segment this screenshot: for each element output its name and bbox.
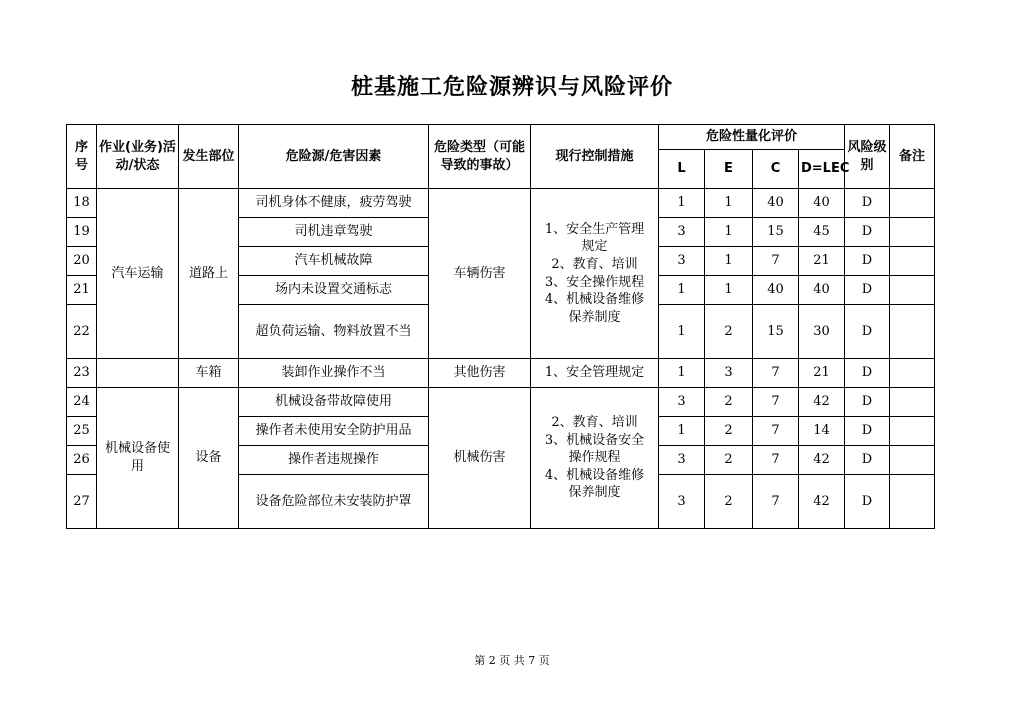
activity-cell: 汽车运输 xyxy=(97,189,179,359)
l-cell: 3 xyxy=(659,247,705,276)
header-c: C xyxy=(753,150,799,189)
remark-cell xyxy=(890,446,935,475)
header-location: 发生部位 xyxy=(179,125,239,189)
d-cell: 40 xyxy=(799,189,845,218)
level-cell: D xyxy=(845,417,890,446)
e-cell: 2 xyxy=(705,305,753,359)
activity-cell-empty xyxy=(97,359,179,388)
level-cell: D xyxy=(845,388,890,417)
remark-cell xyxy=(890,189,935,218)
level-cell: D xyxy=(845,359,890,388)
d-cell: 30 xyxy=(799,305,845,359)
c-cell: 40 xyxy=(753,189,799,218)
measure-line: 1、安全生产管理 xyxy=(544,221,645,237)
row-no: 25 xyxy=(67,417,97,446)
location-cell: 设备 xyxy=(179,388,239,529)
e-cell: 3 xyxy=(705,359,753,388)
risk-type-cell: 机械伤害 xyxy=(429,388,531,529)
location-cell: 道路上 xyxy=(179,189,239,359)
risk-table xyxy=(66,124,935,529)
hazard-cell: 汽车机械故障 xyxy=(239,247,429,276)
header-e: E xyxy=(705,150,753,189)
header-remark: 备注 xyxy=(890,125,935,189)
header-seq: 序号 xyxy=(67,125,97,189)
measure-line: 3、机械设备安全 xyxy=(544,432,645,448)
remark-cell xyxy=(890,218,935,247)
e-cell: 2 xyxy=(705,388,753,417)
l-cell: 1 xyxy=(659,359,705,388)
remark-cell xyxy=(890,305,935,359)
hazard-cell: 超负荷运输、物料放置不当 xyxy=(239,305,429,359)
measure-line: 操作规程 xyxy=(568,450,621,466)
e-cell: 1 xyxy=(705,189,753,218)
measure-line: 2、教育、培训 xyxy=(551,415,638,431)
e-cell: 1 xyxy=(705,276,753,305)
row-no: 22 xyxy=(67,305,97,359)
measure-line: 保养制度 xyxy=(568,309,621,325)
hazard-cell: 操作者违规操作 xyxy=(239,446,429,475)
l-cell: 1 xyxy=(659,417,705,446)
remark-cell xyxy=(890,247,935,276)
c-cell: 7 xyxy=(753,247,799,276)
d-cell: 42 xyxy=(799,388,845,417)
remark-cell xyxy=(890,417,935,446)
row-no: 27 xyxy=(67,475,97,529)
level-cell: D xyxy=(845,446,890,475)
level-cell: D xyxy=(845,218,890,247)
l-cell: 1 xyxy=(659,305,705,359)
l-cell: 1 xyxy=(659,276,705,305)
header-risk-type: 危险类型（可能导致的事故） xyxy=(429,125,531,189)
l-cell: 3 xyxy=(659,446,705,475)
measure-line: 3、安全操作规程 xyxy=(544,274,645,290)
l-cell: 3 xyxy=(659,388,705,417)
row-no: 24 xyxy=(67,388,97,417)
header-l: L xyxy=(659,150,705,189)
measures-cell xyxy=(531,189,659,359)
hazard-cell: 机械设备带故障使用 xyxy=(239,388,429,417)
c-cell: 40 xyxy=(753,276,799,305)
l-cell: 3 xyxy=(659,475,705,529)
remark-cell xyxy=(890,276,935,305)
e-cell: 1 xyxy=(705,247,753,276)
hazard-cell: 场内未设置交通标志 xyxy=(239,276,429,305)
risk-type-cell: 车辆伤害 xyxy=(429,189,531,359)
row-no: 23 xyxy=(67,359,97,388)
d-cell: 14 xyxy=(799,417,845,446)
hazard-cell: 操作者未使用安全防护用品 xyxy=(239,417,429,446)
d-cell: 40 xyxy=(799,276,845,305)
l-cell: 1 xyxy=(659,189,705,218)
row-no: 21 xyxy=(67,276,97,305)
level-cell: D xyxy=(845,276,890,305)
remark-cell xyxy=(890,359,935,388)
header-quant: 危险性量化评价 xyxy=(659,125,845,150)
c-cell: 15 xyxy=(753,218,799,247)
row-no: 19 xyxy=(67,218,97,247)
measure-line: 规定 xyxy=(581,239,608,255)
risk-type-cell: 其他伤害 xyxy=(429,359,531,388)
d-cell: 21 xyxy=(799,247,845,276)
measure-line: 保养制度 xyxy=(568,485,621,501)
c-cell: 7 xyxy=(753,417,799,446)
location-cell: 车箱 xyxy=(179,359,239,388)
row-no: 18 xyxy=(67,189,97,218)
measures-cell xyxy=(531,388,659,529)
header-hazard: 危险源/危害因素 xyxy=(239,125,429,189)
hazard-cell: 司机违章驾驶 xyxy=(239,218,429,247)
table-row xyxy=(67,189,935,218)
level-cell: D xyxy=(845,247,890,276)
d-cell: 45 xyxy=(799,218,845,247)
remark-cell xyxy=(890,388,935,417)
d-cell: 42 xyxy=(799,446,845,475)
level-cell: D xyxy=(845,189,890,218)
l-cell: 3 xyxy=(659,218,705,247)
c-cell: 7 xyxy=(753,359,799,388)
c-cell: 7 xyxy=(753,388,799,417)
d-cell: 42 xyxy=(799,475,845,529)
level-cell: D xyxy=(845,475,890,529)
hazard-cell: 装卸作业操作不当 xyxy=(239,359,429,388)
level-cell: D xyxy=(845,305,890,359)
e-cell: 1 xyxy=(705,218,753,247)
header-level: 风险级别 xyxy=(845,125,890,189)
measure-line: 2、教育、培训 xyxy=(551,256,638,272)
measure-line: 4、机械设备维修 xyxy=(544,467,645,483)
table-row xyxy=(67,359,935,388)
e-cell: 2 xyxy=(705,446,753,475)
table-row xyxy=(67,388,935,417)
header-activity: 作业(业务)活动/状态 xyxy=(97,125,179,189)
hazard-cell: 司机身体不健康，疲劳驾驶 xyxy=(239,189,429,218)
measure-line: 4、机械设备维修 xyxy=(544,292,645,308)
e-cell: 2 xyxy=(705,417,753,446)
page-title: 桩基施工危险源辨识与风险评价 xyxy=(350,75,673,100)
c-cell: 15 xyxy=(753,305,799,359)
page-footer: 第 2 页 共 7 页 xyxy=(474,654,550,667)
header-d: D=LEC xyxy=(799,150,845,189)
hazard-cell: 设备危险部位未安装防护罩 xyxy=(239,475,429,529)
row-no: 26 xyxy=(67,446,97,475)
d-cell: 21 xyxy=(799,359,845,388)
remark-cell xyxy=(890,475,935,529)
header-measures: 现行控制措施 xyxy=(531,125,659,189)
e-cell: 2 xyxy=(705,475,753,529)
c-cell: 7 xyxy=(753,475,799,529)
activity-cell: 机械设备使用 xyxy=(97,388,179,529)
c-cell: 7 xyxy=(753,446,799,475)
row-no: 20 xyxy=(67,247,97,276)
measures-cell: 1、安全管理规定 xyxy=(531,359,659,388)
